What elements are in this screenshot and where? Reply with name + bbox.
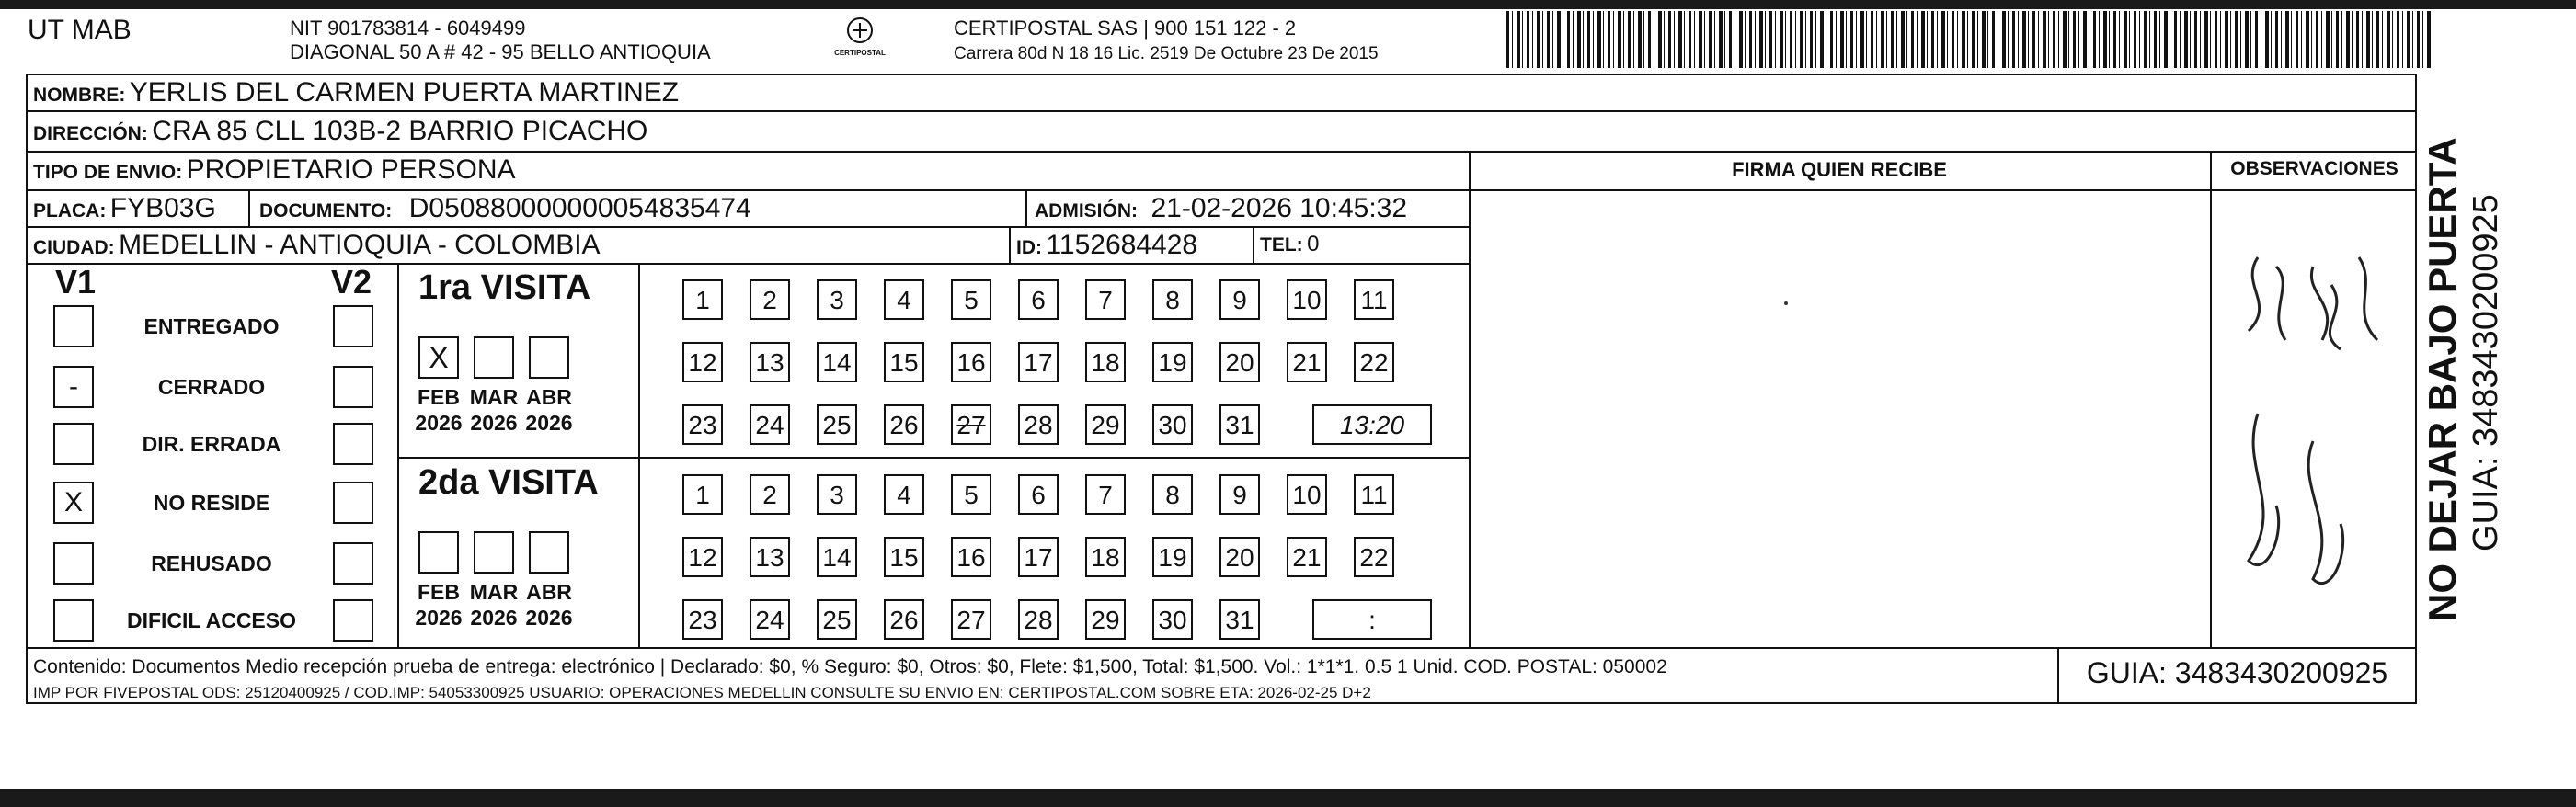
side-warning: NO DEJAR BAJO PUERTA [2421,137,2464,621]
company-name: CERTIPOSTAL SAS | 900 151 122 - 2 [954,17,1297,40]
year-label: 2026 [525,411,573,435]
day-cell[interactable]: 2 [750,474,790,515]
v2-checkbox[interactable] [333,423,373,465]
year-label: 2026 [415,606,463,630]
day-cell[interactable]: 5 [951,474,991,515]
document-number: D050880000000054835474 [408,193,751,223]
day-cell[interactable]: 31 [1219,404,1260,445]
handwritten-observations [2221,230,2405,634]
plate-field: PLACA: FYB03G [33,193,216,223]
month-label: FEB [418,385,460,409]
day-cell[interactable]: 25 [817,599,857,640]
month-checkbox[interactable] [474,531,514,574]
tel-field: TEL: 0 [1260,232,1320,256]
year-label: 2026 [470,606,518,630]
certipostal-logo: CERTIPOSTAL [832,15,887,57]
status-label: NO RESIDE [153,491,270,515]
month-label: MAR [469,580,519,604]
shipment-type: PROPIETARIO PERSONA [186,154,516,185]
v2-header: V2 [331,263,372,301]
day-cell[interactable]: 1 [682,474,723,515]
day-cell[interactable]: 18 [1085,537,1126,577]
recipient-address: CRA 85 CLL 103B-2 BARRIO PICACHO [152,116,648,146]
top-border [0,0,2576,9]
plate-number: FYB03G [109,193,216,223]
v1-checkbox[interactable] [53,542,94,585]
v1-checkbox[interactable] [53,305,94,347]
shipment-type-field: TIPO DE ENVIO: PROPIETARIO PERSONA [33,154,516,185]
signature-header: FIRMA QUIEN RECIBE [1732,158,1947,181]
day-cell[interactable]: 24 [750,404,790,445]
day-cell[interactable]: 22 [1354,537,1394,577]
day-cell[interactable]: 31 [1219,599,1260,640]
day-cell[interactable]: 3 [817,474,857,515]
visit-title: 2da VISITA [418,463,599,502]
day-cell[interactable]: 6 [1018,279,1059,320]
v1-checkbox[interactable] [53,599,94,642]
day-cell[interactable]: 14 [817,537,857,577]
bottom-border [0,789,2576,807]
day-cell[interactable]: 1 [682,279,723,320]
v1-header: V1 [55,263,97,301]
month-checkbox[interactable] [529,336,569,379]
v1-checkbox[interactable] [53,423,94,465]
sender-name: UT MAB [28,15,132,45]
side-guide-number: GUIA: 3483430200925 [2467,194,2505,551]
day-cell[interactable]: 22 [1354,342,1394,382]
day-cell[interactable]: 29 [1085,404,1126,445]
barcode-icon [1506,11,2431,68]
day-cell[interactable]: 30 [1152,404,1193,445]
day-cell[interactable]: 23 [682,404,723,445]
month-label: FEB [418,580,460,604]
month-label: ABR [526,580,572,604]
v2-checkbox[interactable] [333,366,373,408]
day-cell[interactable]: 25 [817,404,857,445]
signature-dot [1784,301,1788,305]
admission-date: 21-02-2026 10:45:32 [1151,193,1408,223]
month-checkbox[interactable] [418,531,459,574]
year-label: 2026 [415,411,463,435]
status-label: REHUSADO [151,551,272,575]
tel-number: 0 [1307,232,1320,256]
footer-print-line: IMP POR FIVEPOSTAL ODS: 25120400925 / COD.IMP: 54053300925 USUARIO: OPERACIONES MEDELLIN CONSULTE SU ENVIO EN: CERTIPOSTAL.COM SOBRE ETA: 2026-02-25 D+2 [33,684,1371,701]
day-cell[interactable]: 29 [1085,599,1126,640]
day-cell[interactable]: 6 [1018,474,1059,515]
day-cell[interactable]: 23 [682,599,723,640]
id-number: 1152684428 [1046,230,1198,260]
document-field: DOCUMENTO: D050880000000054835474 [259,193,751,223]
day-cell[interactable]: 13 [750,342,790,382]
month-checkbox[interactable]: X [418,336,459,379]
year-label: 2026 [470,411,518,435]
day-cell[interactable]: 13 [750,537,790,577]
company-license: Carrera 80d N 18 16 Lic. 2519 De Octubre 23 De 2015 [954,44,1379,63]
day-cell[interactable]: 12 [682,342,723,382]
v2-checkbox[interactable] [333,542,373,585]
day-cell[interactable]: 30 [1152,599,1193,640]
city-field: CIUDAD: MEDELLIN - ANTIOQUIA - COLOMBIA [33,230,601,260]
admission-field: ADMISIÓN: 21-02-2026 10:45:32 [1035,193,1408,223]
city: MEDELLIN - ANTIOQUIA - COLOMBIA [119,230,601,260]
v1-checkbox[interactable]: - [53,366,94,408]
day-cell[interactable]: 21 [1287,342,1327,382]
footer-content-line: Contenido: Documentos Medio recepción prueba de entrega: electrónico | Declarado: $0, % Seguro: $0, Otros: $0, Flete: $1,500, Total: $1,500. Vol.: 1*1*1. 0.5 1 Unid. COD. POSTAL: 050002 [33,656,1667,677]
time-field[interactable]: 13:20 [1312,404,1432,445]
day-cell[interactable]: 12 [682,537,723,577]
day-cell[interactable]: 15 [884,342,924,382]
day-cell[interactable]: 15 [884,537,924,577]
visit-title: 1ra VISITA [418,268,591,307]
time-field[interactable]: : [1312,599,1432,640]
day-cell[interactable]: 19 [1152,537,1193,577]
day-cell[interactable]: 4 [884,279,924,320]
month-checkbox[interactable] [529,531,569,574]
day-cell[interactable]: 7 [1085,474,1126,515]
recipient-name: YERLIS DEL CARMEN PUERTA MARTINEZ [129,77,680,108]
day-cell[interactable]: 14 [817,342,857,382]
v1-checkbox[interactable]: X [53,482,94,524]
day-cell[interactable]: 4 [884,474,924,515]
v2-checkbox[interactable] [333,599,373,642]
day-cell[interactable]: 10 [1287,474,1327,515]
day-cell[interactable]: 20 [1219,537,1260,577]
status-label: ENTREGADO [143,314,280,338]
day-cell[interactable]: 8 [1152,474,1193,515]
v2-checkbox[interactable] [333,482,373,524]
address-field: DIRECCIÓN: CRA 85 CLL 103B-2 BARRIO PICACHO [33,116,648,146]
day-cell[interactable]: 28 [1018,404,1059,445]
sender-nit: NIT 901783814 - 6049499 [290,17,526,40]
day-cell[interactable]: 18 [1085,342,1126,382]
day-cell[interactable]: 11 [1354,279,1394,320]
status-label: DIR. ERRADA [142,432,281,456]
day-cell[interactable]: 26 [884,404,924,445]
status-label: CERRADO [157,375,266,399]
day-cell[interactable]: 9 [1219,474,1260,515]
sender-address: DIAGONAL 50 A # 42 - 95 BELLO ANTIOQUIA [290,40,711,63]
day-cell[interactable]: 20 [1219,342,1260,382]
day-cell[interactable]: 9 [1219,279,1260,320]
day-cell[interactable]: 26 [884,599,924,640]
year-label: 2026 [525,606,573,630]
day-cell[interactable]: 19 [1152,342,1193,382]
day-cell[interactable]: 16 [951,537,991,577]
day-cell[interactable]: 8 [1152,279,1193,320]
observations-header: OBSERVACIONES [2230,158,2399,179]
day-cell[interactable]: 3 [817,279,857,320]
month-checkbox[interactable] [474,336,514,379]
day-cell[interactable]: 28 [1018,599,1059,640]
status-label: DIFICIL ACCESO [126,608,296,632]
day-cell[interactable]: 10 [1287,279,1327,320]
day-cell[interactable]: 16 [951,342,991,382]
day-cell[interactable]: 21 [1287,537,1327,577]
day-cell[interactable]: 27 [951,599,991,640]
name-field: NOMBRE: YERLIS DEL CARMEN PUERTA MARTINEZ [33,77,680,108]
day-cell[interactable]: 2 [750,279,790,320]
v2-checkbox[interactable] [333,305,373,347]
day-cell[interactable]: 17 [1018,537,1059,577]
month-label: ABR [526,385,572,409]
day-cell-marked[interactable]: 27 [951,404,991,445]
logo-icon [841,15,878,46]
day-cell[interactable]: 17 [1018,342,1059,382]
day-cell[interactable]: 5 [951,279,991,320]
day-cell[interactable]: 24 [750,599,790,640]
footer-guide-number: GUIA: 3483430200925 [2086,656,2388,689]
month-label: MAR [469,385,519,409]
day-cell[interactable]: 11 [1354,474,1394,515]
id-field: ID: 1152684428 [1016,230,1198,260]
day-cell[interactable]: 7 [1085,279,1126,320]
